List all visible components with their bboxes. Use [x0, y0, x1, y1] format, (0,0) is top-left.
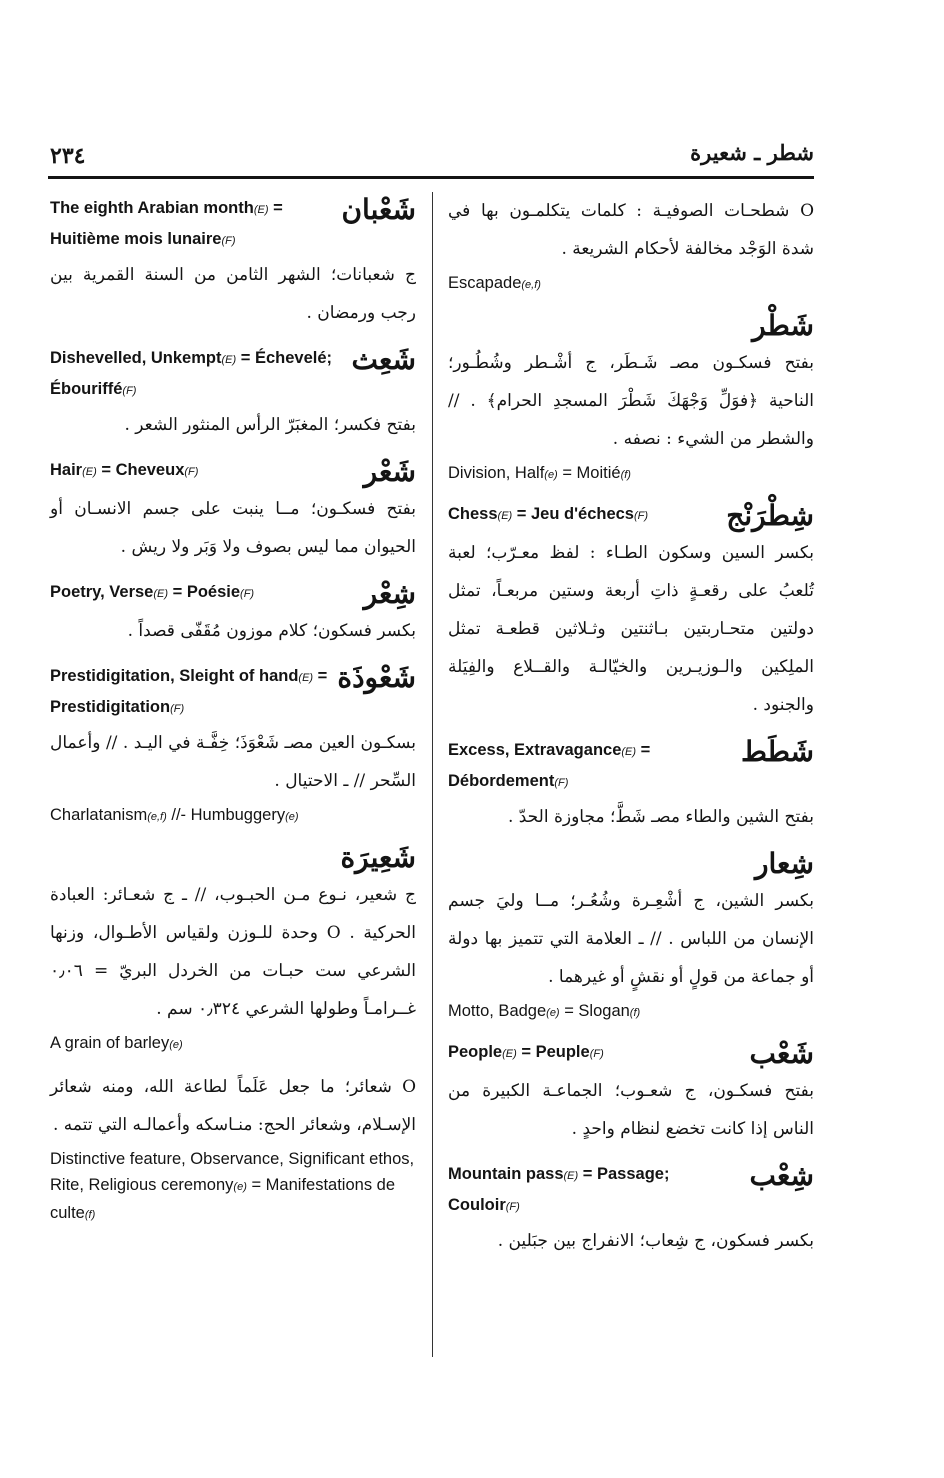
headword: شَطَط [740, 735, 814, 768]
headword: شِعْر [363, 577, 416, 610]
entry-shawdha [50, 660, 416, 830]
entry-shatr [448, 308, 814, 488]
gloss: Chess(E) = Jeu d'échecs(F) [448, 505, 649, 523]
entry-shaab [448, 1036, 814, 1148]
gloss: People(E) = Peuple(F) [448, 1043, 604, 1061]
headword: شَعْبان [341, 193, 416, 226]
gloss: Mountain pass(E) = Passage; Couloir(F) [448, 1165, 670, 1214]
entry-shiir [50, 576, 416, 650]
english-translation: Escapade(e,f) [448, 274, 541, 292]
entry-shiaar [448, 846, 814, 1026]
definition: بفتح الشين والطاء مصـ شَطَّ؛ مجاوزة الحدّ . [507, 807, 814, 827]
definition: بفتح فكسر؛ المغبَرّ الرأس المنثور الشعر . [124, 415, 416, 435]
definition: O شعائر؛ ما جعل عَلَماً لطاعة الله، ومنه شعائر الإسـلام، وشعائر الحج: منـاسكه وأعمالـه التي تتمه . [50, 1077, 416, 1135]
entry-shatranj [448, 498, 814, 724]
entry-shatahat [448, 192, 814, 298]
running-head: شطر ـ شعيرة [690, 140, 814, 165]
header-rule [48, 176, 814, 179]
headword: شَعِيرَة [340, 841, 416, 874]
entry-shatat [448, 734, 814, 836]
entry-shiib [448, 1158, 814, 1260]
definition: بفتح فسكـون؛ مــا ينبت على جسم الانسـان أو الحيوان مما ليس بصوف ولا وَبَر ولا ريش . [50, 499, 416, 557]
entry-shaath [50, 342, 416, 444]
english-translation: Charlatanism(e,f) //- Humbuggery(e) [50, 806, 299, 824]
gloss: Hair(E) = Cheveux(F) [50, 461, 199, 479]
right-column [448, 192, 814, 1270]
headword: شَعْر [363, 455, 416, 488]
english-translation: A grain of barley(e) [50, 1034, 183, 1052]
english-translation: Motto, Badge(e) = Slogan(f) [448, 1002, 641, 1020]
entry-shaair [50, 1068, 416, 1228]
headword: شَعْوذَة [337, 661, 416, 694]
definition: بكسر فسكون، ج شِعاب؛ الانفراج بين جبَلين . [497, 1231, 814, 1251]
headword: شَعِث [351, 343, 416, 376]
headword: شِعار [754, 847, 814, 880]
entry-shaeera [50, 840, 416, 1058]
english-translation: Division, Half(e) = Moitié(f) [448, 464, 631, 482]
definition: بفتح فسكـون مصـ شَـطَر، ج أشْـطر وشُطُـور؛ الناحية ﴿فوَلِّ وَجْهَكَ شَطْرَ المسجدِ الحرام﴾ . // والشطر من الشيء : نصفه . [448, 353, 814, 449]
headword: شَعْب [749, 1037, 814, 1070]
headword: شَطْر [752, 309, 814, 342]
definition: بكسر السين وسكون الطـاء : لفظ معـرّب؛ لعبة تُلعبُ على رقعـةٍ ذاتِ أربعة وستين مربعـاً، تمثل دولتين متحـاربتين بـاثنتين وثـلاثين قطعـة تمثل الملِكين والـوزيـرين والخيّالـة والقــلاع والفِيَلة والجنود . [448, 543, 814, 715]
definition: بكسر الشين، ج أشْعِـرة وشُعُـر؛ مــا وليَ جسم الإنسان من اللباس . // ـ العلامة التي تتميز بها دولة أو جماعة من قولٍ أو نقشٍ أو غيرهما . [448, 891, 814, 987]
gloss: Prestidigitation, Sleight of hand(E) = Prestidigitation(F) [50, 667, 328, 716]
entry-shaar [50, 454, 416, 566]
left-column [50, 192, 416, 1238]
gloss: Poetry, Verse(E) = Poésie(F) [50, 583, 255, 601]
definition: ج شعير، نـوع مـن الحبـوب، // ـ ج شعـائر: العبادة الحركية . O وحدة للـوزن ولقياس الأطـوال، وزنها الشرعي ست حبـات من الخردل البريّ = ٠٫٠٦ غــرامـاً وطولها الشرعي ٠٫٣٢٤ سم . [50, 885, 416, 1019]
page-number: ٢٣٤ [50, 143, 86, 169]
definition: بكسر فسكون؛ كلام موزون مُقَفّى قصداً . [127, 621, 416, 641]
headword: شِطْرَنْج [726, 499, 814, 532]
definition: بفتح فسكـون، ج شعـوب؛ الجماعـة الكبيرة من الناس إذا كانت تخضع لنظام واحدٍ . [448, 1081, 814, 1139]
gloss: The eighth Arabian month(E) = Huitième mois lunaire(F) [50, 199, 283, 248]
english-translation: Distinctive feature, Observance, Significant ethos, Rite, Religious ceremony(e) = Manifestations de culte(f) [50, 1150, 415, 1222]
gloss: Dishevelled, Unkempt(E) = Échevelé; Ébouriffé(F) [50, 349, 333, 398]
headword: شِعْب [749, 1159, 814, 1192]
definition: O شطحـات الصوفيـة : كلمات يتكلمـون بها في شدة الوَجْد مخالفة لأحكام الشريعة . [448, 201, 814, 259]
column-divider [432, 192, 433, 1357]
definition: بسكـون العين مصـ شَعْوَذَ؛ خِفَّـة في اليـد . // وأعمال السِّحر // ـ الاحتيال . [50, 733, 416, 791]
gloss: Excess, Extravagance(E) = Débordement(F) [448, 741, 651, 790]
definition: ج شعبانات؛ الشهر الثامن من السنة القمرية بين رجب ورمضان . [50, 265, 416, 323]
entry-shaaban [50, 192, 416, 332]
